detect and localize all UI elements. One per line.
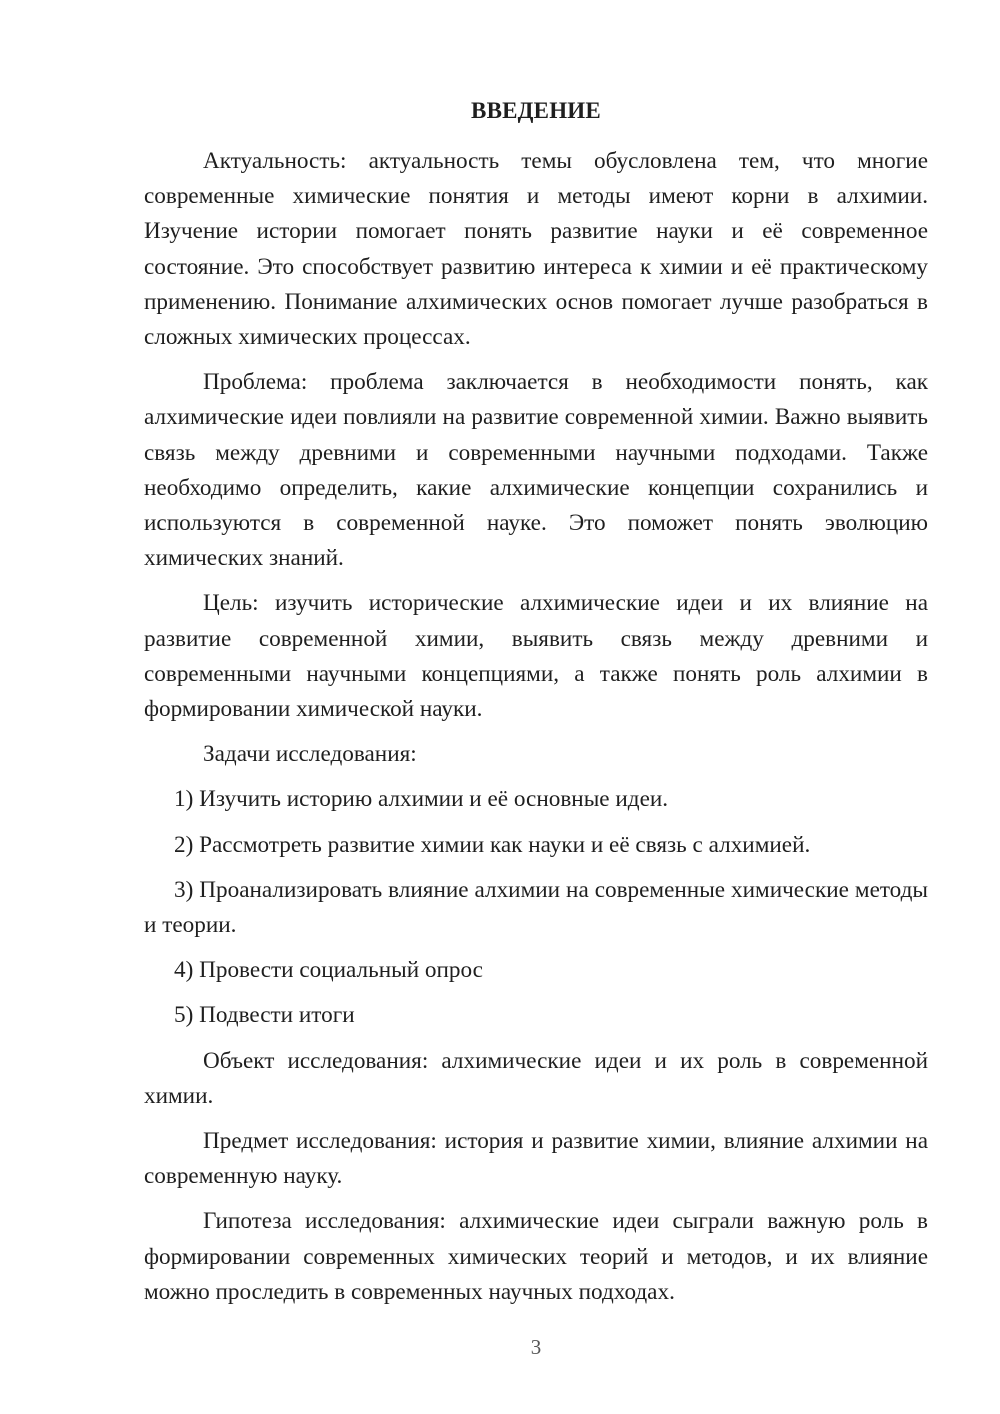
body-text [144, 144, 928, 1320]
paragraph-goal: Цель: изучить исторические алхимические идеи и их влияние на развитие современной химии, выявить связь между древними и современными научными концепциями, а также понять роль алхимии в формировании химической науки. [144, 590, 928, 723]
task-item: 1) Изучить историю алхимии и её основные идеи. [174, 786, 669, 813]
paragraph-subject: Предмет исследования: история и развитие химии, влияние алхимии на современную науку. [144, 1128, 928, 1190]
paragraph-hypothesis: Гипотеза исследования: алхимические идеи сыграли важную роль в формировании современных химических теорий и методов, и их влияние можно проследить в современных научных подходах. [144, 1208, 928, 1305]
task-item: 3) Проанализировать влияние алхимии на современные химические методы и теории. [144, 876, 928, 939]
page-title: ВВЕДЕНИЕ [471, 98, 601, 123]
task-item: 4) Провести социальный опрос [174, 957, 483, 984]
paragraph-tasks-heading: Задачи исследования: [203, 741, 417, 768]
page-number: 3 [530, 1335, 542, 1359]
task-item: 2) Рассмотреть развитие химии как науки и её связь с алхимией. [174, 831, 811, 858]
paragraph-object: Объект исследования: алхимические идеи и их роль в современной химии. [144, 1047, 928, 1109]
paragraph-relevance: Актуальность: актуальность темы обусловлена тем, что многие современные химические понятия и методы имеют корни в алхимии. Изучение истории помогает понять развитие науки и её современное состояние. Это способствует развитию интереса к химии и её практическому применению. Понимание алхимических основ помогает лучше разобраться в сложных химических процессах. [144, 148, 928, 351]
paragraph-problem: Проблема: проблема заключается в необходимости понять, как алхимические идеи повлияли на развитие современной химии. Важно выявить связь между древними и современными научными подходами. Также необходимо определить, какие алхимические концепции сохранились и используются в современной науке. Это поможет понять эволюцию химических знаний. [144, 369, 928, 572]
task-item: 5) Подвести итоги [174, 1002, 355, 1029]
